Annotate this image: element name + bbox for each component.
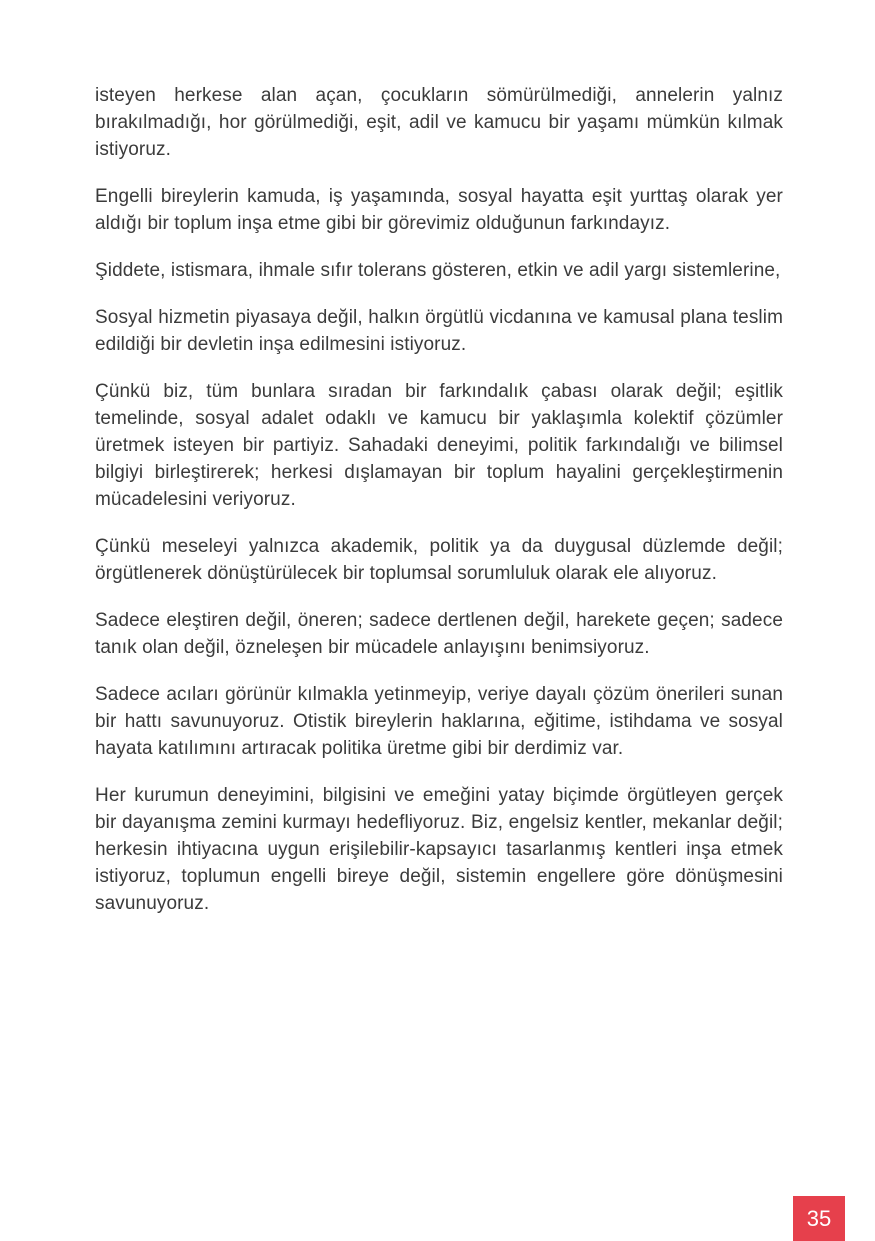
paragraph-1: isteyen herkese alan açan, çocukların sömürülmediği, annelerin yalnız bırakılmadığı, hor görülmediği, eşit, adil ve kamucu bir yaşamı mümkün kılmak istiyoruz. <box>95 85 783 160</box>
paragraph-9: Her kurumun deneyimini, bilgisini ve emeğini yatay biçimde örgütleyen gerçek bir dayanışma zemini kurmayı hedefliyoruz. Biz, engelsiz kentler, mekanlar değil; herkesin ihtiyacına uygun erişilebilir-kapsayıcı tasarlanmış kentleri inşa etmek istiyoruz, toplumun engelli bireye değil, sistemin engellere göre dönüşmesini savunuyoruz. <box>95 785 783 914</box>
paragraph-3: Şiddete, istismara, ihmale sıfır tolerans gösteren, etkin ve adil yargı sistemlerine, <box>95 260 781 281</box>
paragraph-6: Çünkü meseleyi yalnızca akademik, politik ya da duygusal düzlemde değil; örgütlenerek dönüştürülecek bir toplumsal sorumluluk olarak ele alıyoruz. <box>95 536 783 584</box>
page-number-badge <box>793 1196 845 1241</box>
paragraph-2: Engelli bireylerin kamuda, iş yaşamında, sosyal hayatta eşit yurttaş olarak yer aldığı bir toplum inşa etme gibi bir görevimiz olduğunun farkındayız. <box>95 186 783 234</box>
paragraph-5: Çünkü biz, tüm bunlara sıradan bir farkındalık çabası olarak değil; eşitlik temelinde, sosyal adalet odaklı ve kamucu bir yaklaşımla kolektif çözümler üretmek isteyen bir partiyiz. Sahadaki deneyimi, politik farkındalığı ve bilimsel bilgiyi birleştirerek; herkesi dışlamayan bir toplum hayalini gerçekleştirmenin mücadelesini veriyoruz. <box>95 381 783 510</box>
page-number: 35 <box>806 1205 832 1231</box>
body-text <box>95 82 783 937</box>
paragraph-4: Sosyal hizmetin piyasaya değil, halkın örgütlü vicdanına ve kamusal plana teslim edildiği bir devletin inşa edilmesini istiyoruz. <box>95 307 783 355</box>
paragraph-7: Sadece eleştiren değil, öneren; sadece dertlenen değil, harekete geçen; sadece tanık olan değil, özneleşen bir mücadele anlayışını benimsiyoruz. <box>95 610 783 658</box>
paragraph-8: Sadece acıları görünür kılmakla yetinmeyip, veriye dayalı çözüm önerileri sunan bir hattı savunuyoruz. Otistik bireylerin haklarına, eğitime, istihdama ve sosyal hayata katılımını artıracak politika üretme gibi bir derdimiz var. <box>95 684 783 759</box>
